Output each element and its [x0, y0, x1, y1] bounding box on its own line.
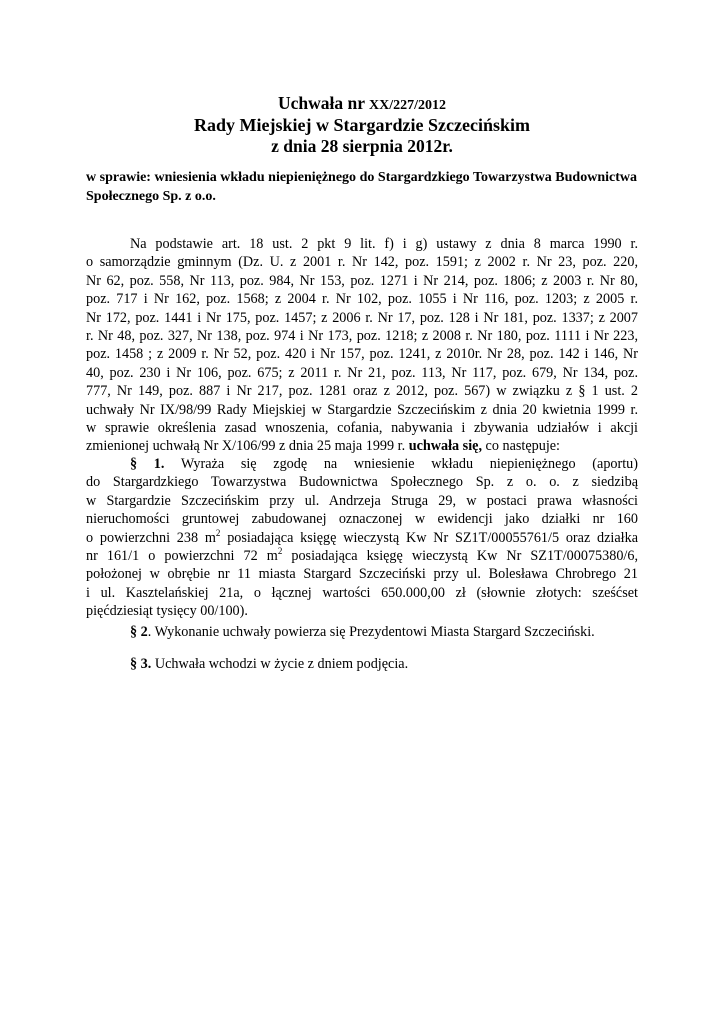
section-1-line: w Stargardzie Szczecińskim przy ul. Andrzeja Struga 29, w postaci prawa własności [86, 492, 638, 509]
preamble-line: 777, Nr 149, poz. 887 i Nr 217, poz. 1281 oraz z 2012, poz. 567) w związku z § 1 ust. 2 [86, 383, 638, 400]
preamble-line: poz. 1458 ; z 2009 r. Nr 52, poz. 420 i Nr 157, poz. 1241, z 2010r. Nr 28, poz. 142 i 146, Nr [86, 346, 638, 363]
preamble-last-text: zmienionej uchwałą Nr X/106/99 z dnia 25 maja 1999 r. [86, 438, 409, 455]
section-1-line: pięćdziesiąt tysięcy 00/100). [86, 603, 248, 620]
section-1-line: do Stargardzkiego Towarzystwa Budownictwa Społecznego Sp. z o. o. z siedzibą [86, 474, 638, 491]
section-2-text: . Wykonanie uchwały powierza się Prezydentowi Miasta Stargard Szczeciński. [147, 624, 595, 640]
section-3-paragraph [130, 656, 408, 673]
resolution-number: XX/227/2012 [369, 98, 447, 113]
resolution-clause: uchwała się, [408, 438, 482, 455]
preamble-line: uchwały Nr IX/98/99 Rady Miejskiej w Stargardzie Szczecińskim z dnia 20 kwietnia 1999 r. [86, 401, 638, 418]
area-text: o powierzchni 238 m [86, 529, 216, 546]
square-superscript: 2 [215, 527, 221, 538]
preamble-line: w sprawie określenia zasad wnoszenia, cofania, nabywania i zbywania udziałów i akcji [86, 419, 638, 436]
section-1-text: Wyraża się zgodę na wniesienie wkładu niepieniężnego (aportu) [164, 456, 639, 472]
preamble-line: Na podstawie art. 18 ust. 2 pkt 9 lit. f) i g) ustawy z dnia 8 marca 1990 r. [130, 236, 638, 252]
section-3-label: § 3. [130, 656, 152, 672]
preamble-last-suffix: co następuje: [482, 438, 561, 455]
section-1-label: § 1. [130, 456, 165, 472]
preamble-line: poz. 717 i Nr 162, poz. 1568; z 2004 r. Nr 102, poz. 1055 i Nr 116, poz. 1203; z 2005 r. [86, 291, 638, 308]
section-1-line: nieruchomości gruntowej zabudowanej oznaczonej w ewidencji jako działki nr 160 [86, 511, 638, 528]
section-1-line: położonej w obrębie nr 11 miasta Stargard Szczeciński przy ul. Bolesława Chrobrego 21 [86, 566, 638, 583]
section-1-line [86, 455, 638, 473]
land-register-text: posiadająca księgę wieczystą Kw Nr SZ1T/00055761/5 oraz działka [220, 529, 639, 546]
section-1-line [86, 529, 638, 547]
preamble-paragraph [86, 235, 638, 456]
section-2-label: § 2 [130, 624, 148, 640]
council-name-heading: Rady Miejskiej w Stargardzie Szczecińskim [194, 115, 530, 135]
area-text: nr 161/1 o powierzchni 72 m [86, 547, 278, 564]
resolution-date-heading: z dnia 28 sierpnia 2012r. [271, 136, 453, 156]
preamble-line: o samorządzie gminnym (Dz. U. z 2001 r. Nr 142, poz. 1591; z 2002 r. Nr 23, poz. 220, [86, 254, 638, 271]
land-register-text: posiadająca księgę wieczystą Kw Nr SZ1T/00075380/6, [282, 547, 638, 564]
preamble-line: r. Nr 48, poz. 327, Nr 138, poz. 974 i Nr 173, poz. 1218; z 2008 r. Nr 180, poz. 1111 i Nr 223, [86, 327, 638, 344]
section-1-line: i ul. Kasztelańskiej 21a, o łącznej wartości 650.000,00 zł (słownie złotych: sześćset [86, 584, 638, 601]
resolution-number-heading [0, 93, 724, 114]
preamble-line: Nr 172, poz. 1441 i Nr 175, poz. 1457; z 2006 r. Nr 17, poz. 128 i Nr 181, poz. 1337; z 2007 [86, 309, 638, 326]
section-1-paragraph [86, 455, 638, 621]
resolution-prefix: Uchwała nr [277, 93, 370, 113]
preamble-line: Nr 62, poz. 558, Nr 113, poz. 984, Nr 153, poz. 1271 i Nr 214, poz. 1806; z 2003 r. Nr 80, [86, 272, 638, 289]
section-2-paragraph [130, 624, 595, 641]
preamble-line: 40, poz. 230 i Nr 106, poz. 675; z 2011 r. Nr 21, poz. 113, Nr 117, poz. 679, Nr 134, poz. [86, 364, 638, 381]
section-1-line [86, 547, 638, 565]
square-superscript: 2 [277, 545, 283, 556]
preamble-line [86, 437, 638, 455]
resolution-subject: w sprawie: wniesienia wkładu niepieniężnego do Stargardzkiego Towarzystwa Budownictwa Społecznego Sp. z o.o. [86, 170, 637, 204]
section-3-text: Uchwała wchodzi w życie z dniem podjęcia. [151, 656, 409, 672]
